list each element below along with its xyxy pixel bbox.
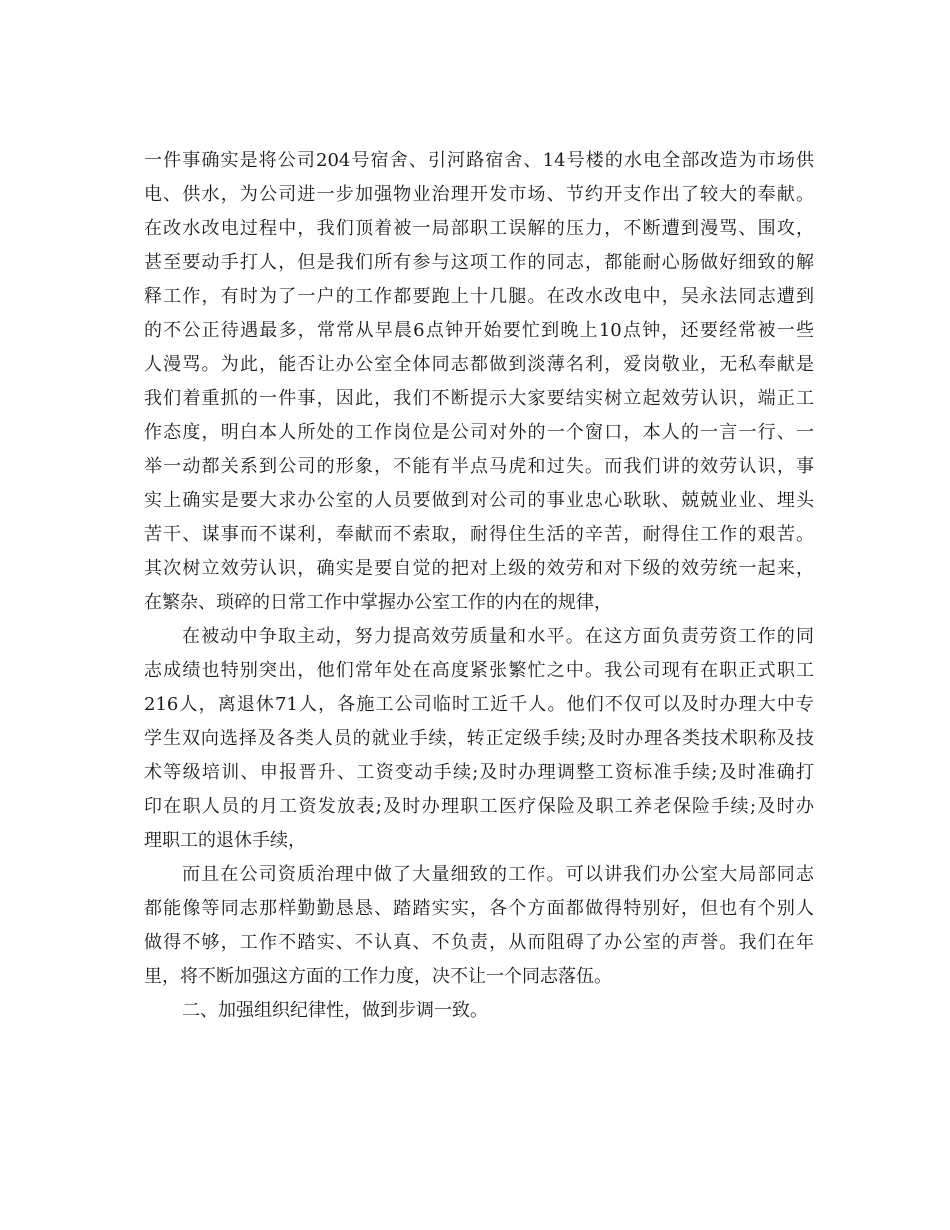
paragraph-line: 里，将不断加强这方面的工作力度，决不让一个同志落伍。 [144,966,612,987]
paragraph-line: 释工作，有时为了一户的工作都要跑上十几腿。在改水改电中，吴永法同志遭到 [144,286,814,307]
section-heading [144,994,814,1028]
paragraph-line: 作态度，明白本人所处的工作岗位是公司对外的一个窗口，本人的一言一行、一 [144,422,814,443]
paragraph-line: 印在职人员的月工资发放表;及时办理职工医疗保险及职工养老保险手续;及时办 [144,796,814,817]
paragraph-line: 216人，离退休71人，各施工公司临时工近千人。他们不仅可以及时办理大中专 [144,694,814,715]
paragraph-line: 学生双向选择及各类人员的就业手续，转正定级手续;及时办理各类技术职称及技 [144,728,814,749]
paragraph-line: 的不公正待遇最多，常常从早晨6点钟开始要忙到晚上10点钟，还要经常被一些 [144,320,814,341]
paragraph-line: 志成绩也特别突出，他们常年处在高度紧张繁忙之中。我公司现有在职正式职工 [144,660,814,681]
paragraph-line: 人漫骂。为此，能否让办公室全体同志都做到淡薄名利，爱岗敬业，无私奉献是 [144,354,814,375]
paragraph-line: 而且在公司资质治理中做了大量细致的工作。可以讲我们办公室大局部同志 [182,864,814,885]
paragraph-line: 理职工的退休手续， [144,830,306,851]
paragraph-line: 举一动都关系到公司的形象，不能有半点马虎和过失。而我们讲的效劳认识，事 [144,456,814,477]
paragraph-line: 都能像等同志那样勤勤恳恳、踏踏实实，各个方面都做得特别好，但也有个别人 [144,898,814,919]
paragraph-line: 其次树立效劳认识，确实是要自觉的把对上级的效劳和对下级的效劳统一起来， [144,558,814,579]
paragraph-line: 我们着重抓的一件事，因此，我们不断提示大家要结实树立起效劳认识，端正工 [144,388,814,409]
paragraph-line: 在改水改电过程中，我们顶着被一局部职工误解的压力，不断遭到漫骂、围攻， [144,218,814,239]
paragraph-line: 电、供水，为公司进一步加强物业治理开发市场、节约开支作出了较大的奉献。 [144,184,814,205]
section-heading-line: 二、加强组织纪律性，做到步调一致。 [182,1000,488,1021]
paragraph-line: 甚至要动手打人，但是我们所有参与这项工作的同志，都能耐心肠做好细致的解 [144,252,814,273]
paragraph-line: 苦干、谋事而不谋利，奉献而不索取，耐得住生活的辛苦，耐得住工作的艰苦。 [144,524,814,545]
paragraph-line: 术等级培训、申报晋升、工资变动手续;及时办理调整工资标准手续;及时准确打 [144,762,814,783]
paragraph-1 [144,144,814,620]
paragraph-2 [144,620,814,858]
paragraph-line: 做得不够，工作不踏实、不认真、不负责，从而阻碍了办公室的声誉。我们在年 [144,932,814,953]
paragraph-line: 在被动中争取主动，努力提高效劳质量和水平。在这方面负责劳资工作的同 [182,626,814,647]
paragraph-line: 在繁杂、琐碎的日常工作中掌握办公室工作的内在的规律， [144,592,612,613]
paragraph-line: 一件事确实是将公司204号宿舍、引河路宿舍、14号楼的水电全部改造为市场供 [144,150,814,171]
paragraph-3 [144,858,814,994]
paragraph-line: 实上确实是要大求办公室的人员要做到对公司的事业忠心耿耿、兢兢业业、埋头 [144,490,814,511]
document-body [144,144,814,1028]
